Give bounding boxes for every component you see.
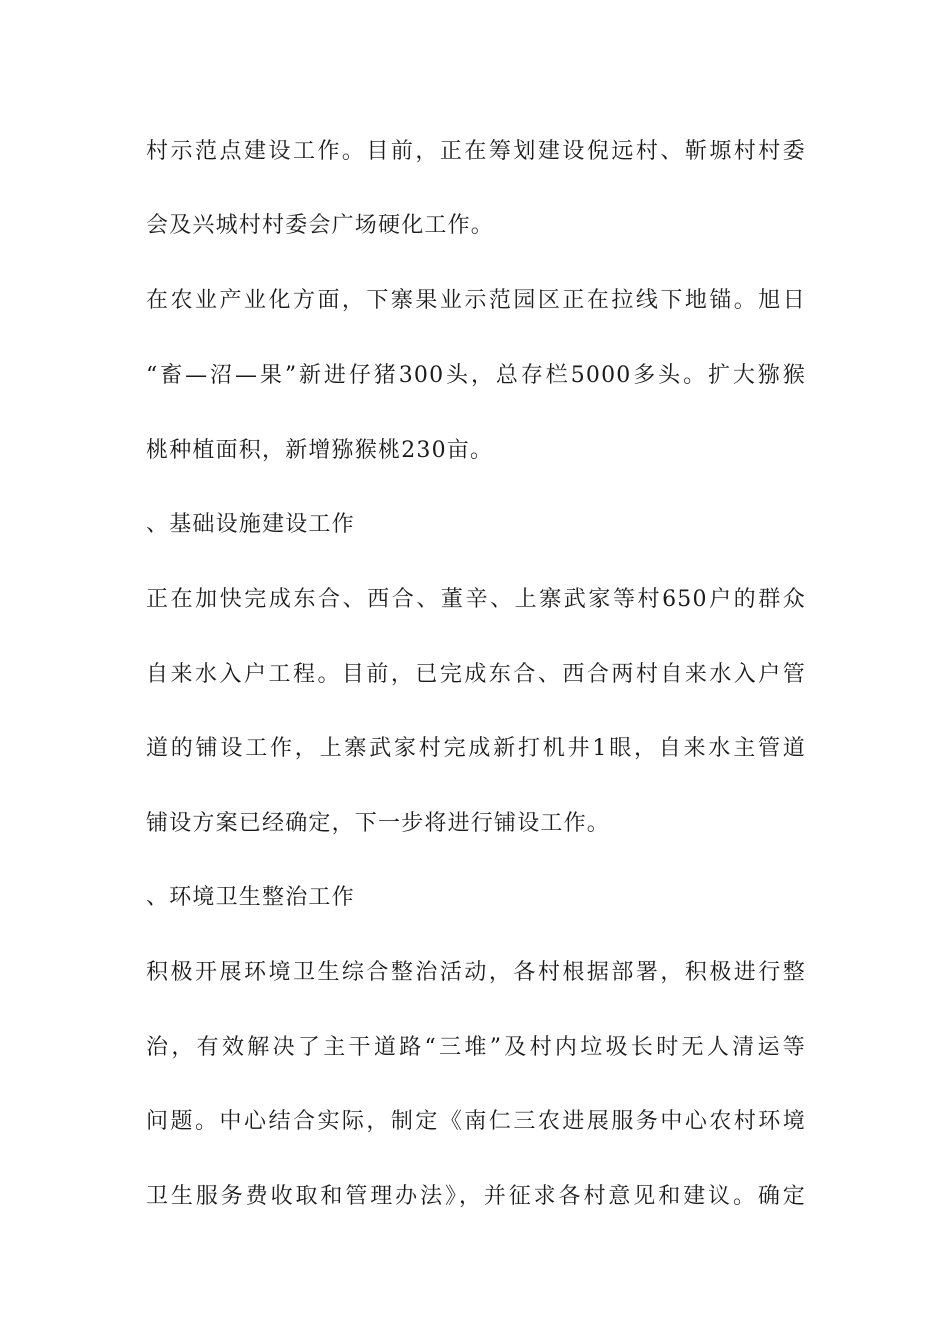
text-line: 正在加快完成东合、西合、董辛、上寨武家等村650户的群众 — [146, 587, 806, 612]
section-heading: 、基础设施建设工作 — [146, 512, 355, 537]
text-line: 积极开展环境卫生综合整治活动，各村根据部署，积极进行整 — [146, 960, 806, 985]
text-line: 铺设方案已经确定，下一步将进行铺设工作。 — [146, 811, 611, 836]
text-line: 在农业产业化方面，下寨果业示范园区正在拉线下地锚。旭日 — [146, 288, 806, 313]
section-heading: 、环境卫生整治工作 — [146, 885, 355, 910]
text-line: 问题。中心结合实际，制定《南仁三农进展服务中心农村环境 — [146, 1109, 806, 1134]
text-line: 会及兴城村村委会广场硬化工作。 — [146, 213, 495, 238]
text-line: 卫生服务费收取和管理办法》，并征求各村意见和建议。确定 — [146, 1184, 806, 1209]
text-line: 自来水入户工程。目前，已完成东合、西合两村自来水入户管 — [146, 662, 806, 687]
text-line: “畜—沼—果”新进仔猪300头，总存栏5000多头。扩大猕猴 — [146, 363, 806, 388]
text-line: 治，有效解决了主干道路“三堆”及村内垃圾长时无人清运等 — [146, 1035, 806, 1060]
text-line: 村示范点建设工作。目前，正在筹划建设倪远村、靳塬村村委 — [146, 139, 806, 164]
text-line: 桃种植面积，新增猕猴桃230亩。 — [146, 438, 494, 463]
text-line: 道的铺设工作，上寨武家村完成新打机井1眼，自来水主管道 — [146, 736, 806, 761]
